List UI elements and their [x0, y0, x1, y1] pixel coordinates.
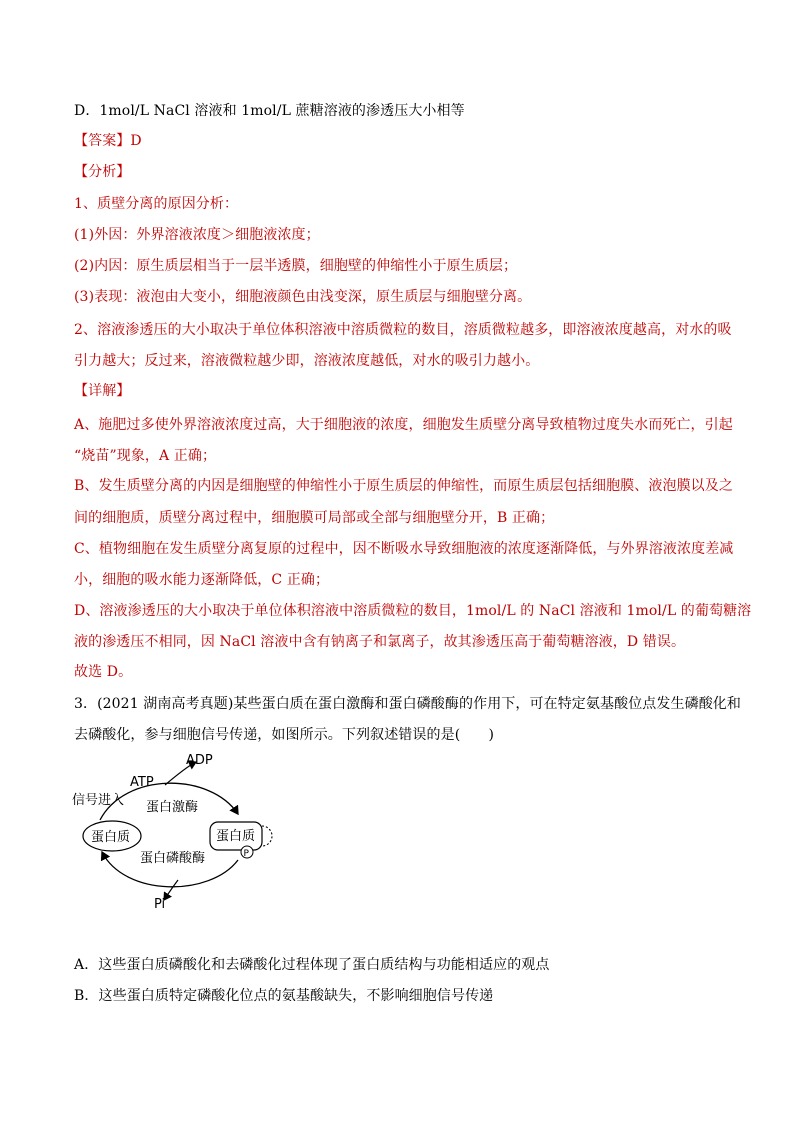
pi-arrow	[164, 880, 178, 900]
detail-b-line-2: 间的细胞质，质壁分离过程中，细胞膜可局部或全部与细胞壁分开，B 正确；	[74, 510, 555, 526]
detail-d-line-1: D、溶液渗透压的大小取决于单位体积溶液中溶质微粒的数目，1mol/L 的 NaCl 溶液和 1mol/L 的葡萄糖溶	[74, 603, 752, 619]
detail-c-line-2: 小，细胞的吸水能力逐渐降低，C 正确；	[74, 572, 330, 588]
detail-a-line-2: “烧苗”现象，A 正确；	[74, 448, 217, 464]
analysis-line-4: (3)表现：液泡由大变小，细胞液颜色由浅变深，原生质层与细胞壁分离。	[74, 289, 532, 305]
kinase-label: 蛋白激酶	[146, 800, 199, 815]
protein-left-label: 蛋白质	[91, 830, 131, 845]
atp-label: ATP	[130, 775, 154, 790]
detail-c-line-1: C、植物细胞在发生质壁分离复原的过程中，因不断吸水导致细胞液的浓度逐渐降低，与外界溶液浓度差减	[74, 541, 734, 557]
detail-b-line-1: B、发生质壁分离的内因是细胞壁的伸缩性小于原生质层的伸缩性，而原生质层包括细胞膜、液泡膜以及之	[74, 478, 733, 494]
option-d-line: D．1mol/L NaCl 溶液和 1mol/L 蔗糖溶液的渗透压大小相等	[74, 103, 465, 119]
protein-right-label: 蛋白质	[216, 829, 256, 844]
analysis-line-2: (1)外因：外界溶液浓度＞细胞液浓度；	[74, 227, 320, 243]
adp-label: ADP	[186, 753, 213, 768]
analysis-heading: 【分析】	[74, 164, 131, 180]
answer-line: 【答案】D	[74, 133, 142, 149]
detail-heading: 【详解】	[74, 383, 131, 399]
analysis-line-3: (2)内因：原生质层相当于一层半透膜，细胞壁的伸缩性小于原生质层；	[74, 258, 518, 274]
phosphatase-label: 蛋白磷酸酶	[140, 851, 206, 866]
option-b-line: B．这些蛋白质特定磷酸化位点的氨基酸缺失，不影响细胞信号传递	[74, 988, 494, 1004]
phosphate-label: P	[243, 849, 249, 859]
phosphorylation-diagram	[70, 752, 310, 912]
analysis-line-5: 2、溶液渗透压的大小取决于单位体积溶液中溶质微粒的数目，溶质微粒越多，即溶液浓度越高，对水的吸	[74, 322, 732, 338]
detail-a-line-1: A、施肥过多使外界溶液浓度过高，大于细胞液的浓度，细胞发生质壁分离导致植物过度失水而死亡，引起	[74, 417, 733, 433]
pi-label: Pi	[154, 897, 166, 912]
conclusion-line: 故选 D。	[74, 664, 133, 680]
option-a-line: A．这些蛋白质磷酸化和去磷酸化过程体现了蛋白质结构与功能相适应的观点	[74, 957, 550, 973]
signal-label: 信号进入	[72, 793, 125, 808]
question-3-line-1: 3．(2021 湖南高考真题)某些蛋白质在蛋白激酶和蛋白磷酸酶的作用下，可在特定氨基酸位点发生磷酸化和	[74, 696, 742, 712]
detail-d-line-2: 液的渗透压不相同，因 NaCl 溶液中含有钠离子和氯离子，故其渗透压高于葡萄糖溶液，D 错误。	[74, 634, 686, 650]
analysis-line-6: 引力越大；反过来，溶液微粒越少即，溶液浓度越低，对水的吸引力越小。	[74, 353, 540, 369]
analysis-line-1: 1、质壁分离的原因分析：	[74, 196, 239, 212]
active-site-arc	[262, 826, 272, 846]
question-3-line-2: 去磷酸化，参与细胞信号传递，如图所示。下列叙述错误的是( )	[74, 727, 495, 743]
